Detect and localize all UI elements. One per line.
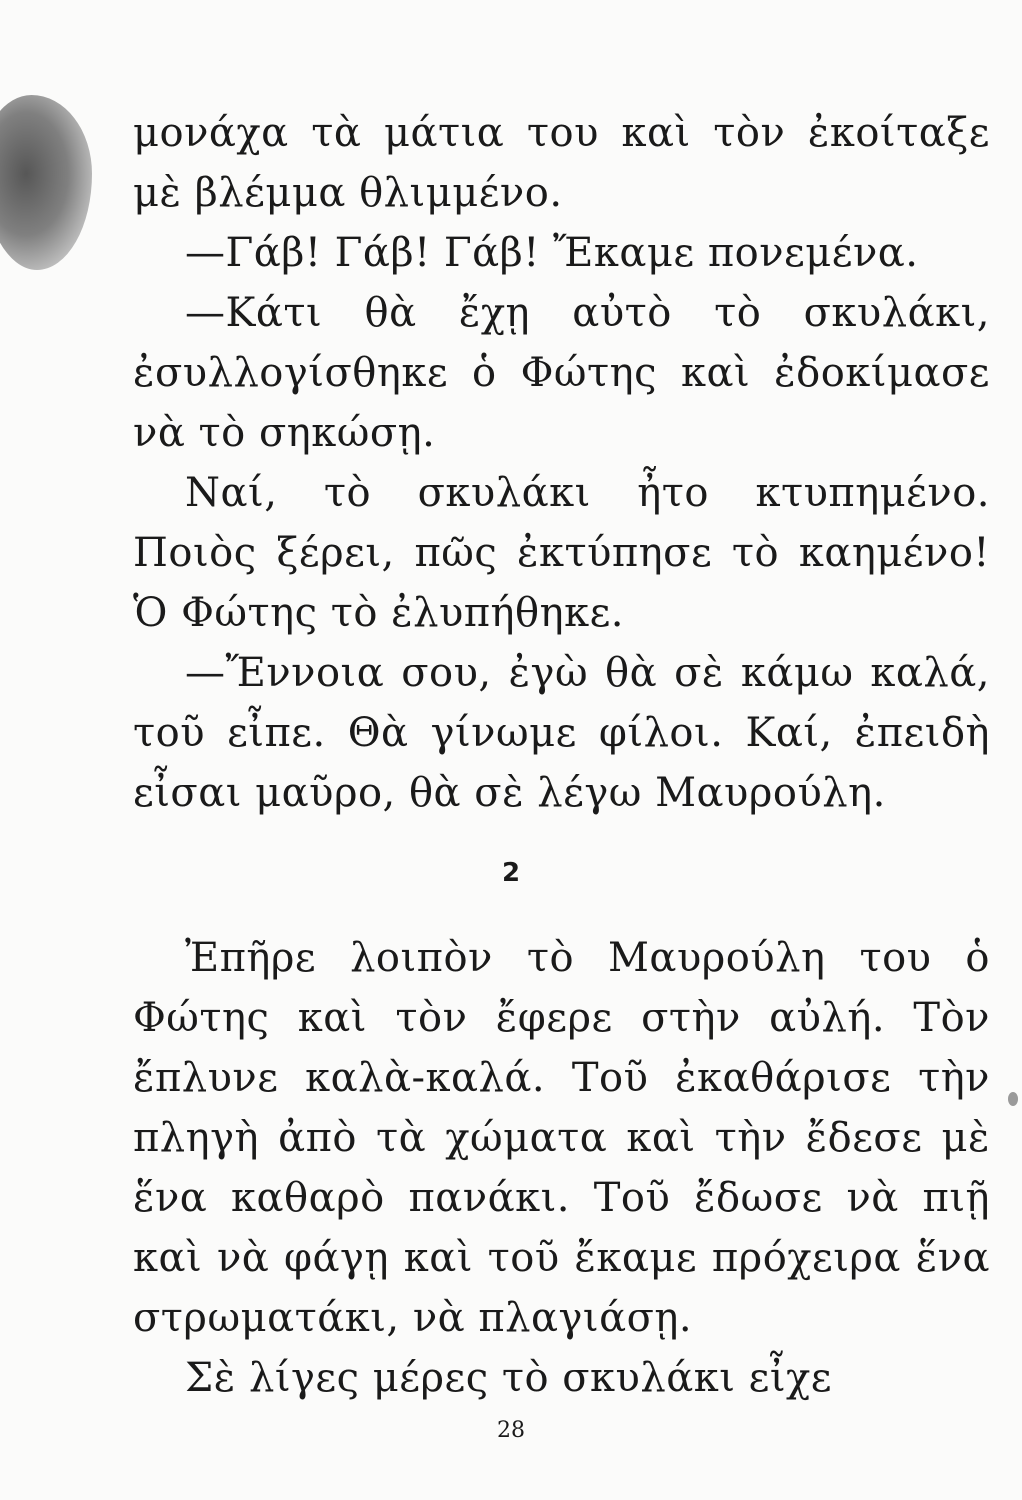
paragraph: —Γάβ! Γάβ! Γάβ! Ἔκαμε πονεμένα. <box>185 230 919 276</box>
section-number: 2 <box>501 858 521 888</box>
paragraph: Ἐπῆρε λοιπὸν τὸ Μαυρούλη του ὁ Φώτης καὶ τὸν ἔφερε στὴν αὐλή. Τὸν ἔπλυνε καλὰ-καλά. Τοῦ ἐκαθάρισε τὴν πληγὴ ἀπὸ τὰ χώματα καὶ τὴν ἔδεσε μὲ ἕνα καθαρὸ πανάκι. Τοῦ ἔδωσε νὰ πιῇ καὶ νὰ φάγῃ καὶ τοῦ ἔκαμε πρόχειρα ἕνα στρωματάκι, νὰ πλαγιάσῃ. <box>133 935 990 1341</box>
paragraph: μονάχα τὰ μάτια του καὶ τὸν ἐκοίταξε μὲ βλέμμα θλιμμένο. <box>133 110 990 216</box>
ink-stain <box>0 95 92 270</box>
paragraph: —Ἔννοια σου, ἐγὼ θὰ σὲ κάμω καλά, τοῦ εἶπε. Θὰ γίνωμε φίλοι. Καί, ἐπειδὴ εἶσαι μαῦρο, θὰ σὲ λέγω Μαυρούλη. <box>133 650 990 816</box>
paper-speck <box>1008 1092 1018 1106</box>
paragraph: Ναί, τὸ σκυλάκι ἦτο κτυπημένο. Ποιὸς ξέρει, πῶς ἐκτύπησε τὸ καημένο! Ὁ Φώτης τὸ ἐλυπήθηκε. <box>133 470 990 636</box>
text-block-one <box>133 103 990 823</box>
page-number: 28 <box>497 1418 525 1443</box>
text-block-two <box>133 928 990 1408</box>
paragraph: Σὲ λίγες μέρες τὸ σκυλάκι εἶχε <box>185 1355 832 1401</box>
paragraph: —Κάτι θὰ ἔχῃ αὐτὸ τὸ σκυλάκι, ἐσυλλογίσθηκε ὁ Φώτης καὶ ἐδοκίμασε νὰ τὸ σηκώσῃ. <box>133 290 990 456</box>
